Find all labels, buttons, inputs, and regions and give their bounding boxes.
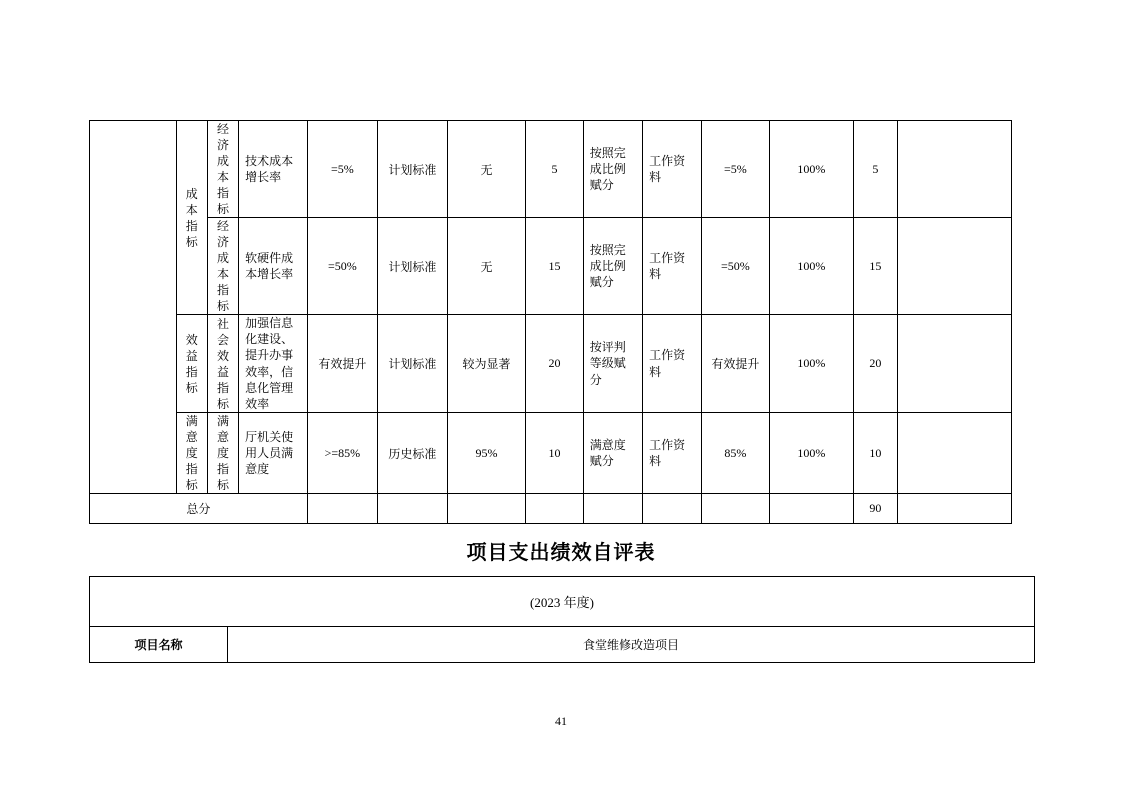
method-cell: 按照完成比例赋分 (583, 121, 642, 218)
target-cell: =5% (307, 121, 378, 218)
score-cell: 10 (853, 413, 897, 494)
indicator-cell: 技术成本增长率 (239, 121, 308, 218)
project-info-table (89, 576, 1035, 663)
actual-cell: 85% (701, 413, 770, 494)
actual-cell: =5% (701, 121, 770, 218)
performance-table (89, 120, 1012, 524)
source-cell: 工作资料 (643, 413, 701, 494)
table-row (90, 121, 1012, 218)
level0-cell (90, 121, 177, 494)
page-number: 41 (555, 714, 567, 728)
remark-cell (898, 218, 1012, 315)
source-cell: 工作资料 (643, 315, 701, 413)
total-row (90, 494, 1012, 524)
rate-cell: 100% (770, 315, 854, 413)
score-cell: 15 (853, 218, 897, 315)
standard-cell: 计划标准 (378, 315, 448, 413)
table-row (90, 315, 1012, 413)
weight-cell: 10 (526, 413, 583, 494)
baseline-cell: 较为显著 (447, 315, 526, 413)
baseline-cell: 95% (447, 413, 526, 494)
weight-cell: 20 (526, 315, 583, 413)
standard-cell: 历史标准 (378, 413, 448, 494)
actual-cell: =50% (701, 218, 770, 315)
year-label: (2023 年度) (90, 577, 1035, 627)
level1-cell: 效益指标 (176, 315, 207, 413)
weight-cell: 5 (526, 121, 583, 218)
remark-cell (898, 315, 1012, 413)
level2-cell: 经济成本指标 (207, 218, 238, 315)
form-title: 项目支出绩效自评表 (466, 540, 656, 564)
table-row (90, 218, 1012, 315)
project-name-value: 食堂维修改造项目 (228, 627, 1035, 663)
method-cell: 按评判等级赋分 (583, 315, 642, 413)
rate-cell: 100% (770, 121, 854, 218)
project-name-label: 项目名称 (90, 627, 228, 663)
table-row (90, 413, 1012, 494)
indicator-cell: 加强信息化建设、提升办事效率，信息化管理效率 (239, 315, 308, 413)
actual-cell: 有效提升 (701, 315, 770, 413)
rate-cell: 100% (770, 218, 854, 315)
rate-cell: 100% (770, 413, 854, 494)
source-cell: 工作资料 (643, 218, 701, 315)
method-cell: 按照完成比例赋分 (583, 218, 642, 315)
indicator-cell: 厅机关使用人员满意度 (239, 413, 308, 494)
remark-cell (898, 121, 1012, 218)
indicator-cell: 软硬件成本增长率 (239, 218, 308, 315)
method-cell: 满意度赋分 (583, 413, 642, 494)
standard-cell: 计划标准 (378, 121, 448, 218)
level2-cell: 社会效益指标 (207, 315, 238, 413)
standard-cell: 计划标准 (378, 218, 448, 315)
source-cell: 工作资料 (643, 121, 701, 218)
level2-cell: 满意度指标 (207, 413, 238, 494)
target-cell: =50% (307, 218, 378, 315)
baseline-cell: 无 (447, 218, 526, 315)
score-cell: 5 (853, 121, 897, 218)
baseline-cell: 无 (447, 121, 526, 218)
level1-cell: 满意度指标 (176, 413, 207, 494)
level1-cell: 成本指标 (176, 121, 207, 315)
target-cell: 有效提升 (307, 315, 378, 413)
weight-cell: 15 (526, 218, 583, 315)
level2-cell: 经济成本指标 (207, 121, 238, 218)
total-label: 总分 (90, 494, 308, 524)
total-score: 90 (853, 494, 897, 524)
target-cell: >=85% (307, 413, 378, 494)
score-cell: 20 (853, 315, 897, 413)
remark-cell (898, 413, 1012, 494)
